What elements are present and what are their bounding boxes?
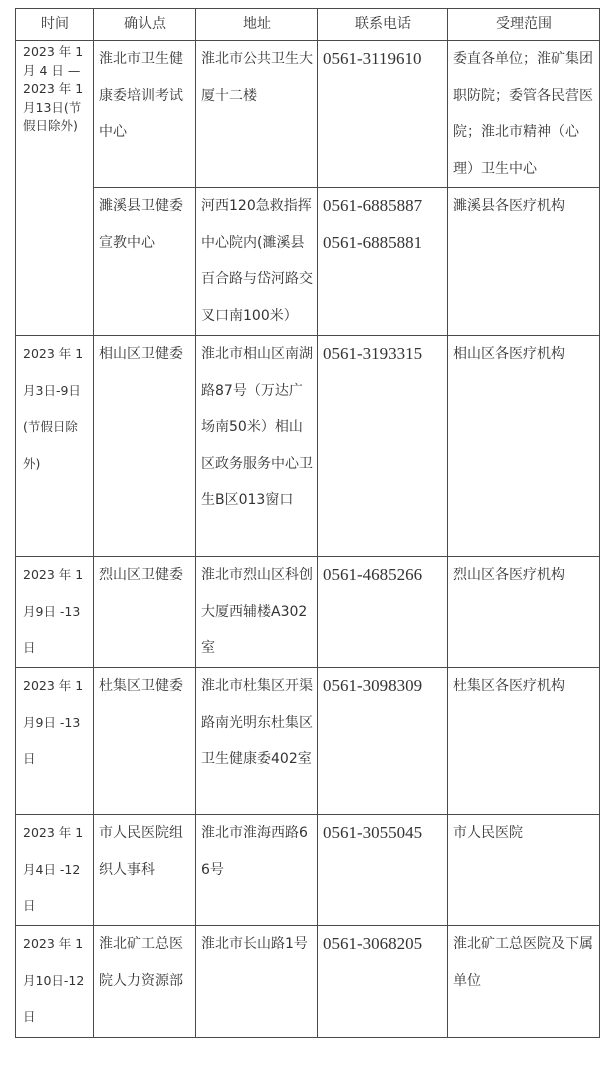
site-cell: 濉溪县卫健委宣教中心 [94, 188, 196, 336]
scope-cell: 市人民医院 [448, 815, 600, 926]
time-line: 假日除外) [23, 118, 78, 133]
time-cell [16, 926, 94, 1038]
address-cell: 淮北市长山路1号 [196, 926, 318, 1038]
table-row [16, 815, 600, 926]
phone-number: 0561-4685266 [323, 565, 423, 584]
time-line: 2023 年 1 [23, 825, 84, 840]
time-line: 外) [23, 455, 41, 471]
time-line: 月9日 -13 [23, 714, 81, 730]
time-line: 月4日 -12 [23, 861, 81, 877]
time-line: 2023 年 1 月13日(节 [23, 81, 84, 115]
table-row [16, 926, 600, 1038]
address-cell: 淮北市淮海西路66号 [196, 815, 318, 926]
address-cell: 淮北市相山区南湖路87号（万达广场南50米）相山区政务服务中心卫生B区013窗口 [196, 336, 318, 557]
table-header-row [16, 9, 600, 41]
phone-number: 0561-3055045 [323, 823, 423, 842]
phone-number: 0561-3119610 [323, 49, 422, 68]
time-cell [16, 336, 94, 557]
header-site: 确认点 [94, 9, 196, 41]
address-cell: 淮北市烈山区科创大厦西辅楼A302室 [196, 557, 318, 668]
phone-cell [318, 926, 448, 1038]
phone-cell [318, 336, 448, 557]
scope-cell: 烈山区各医疗机构 [448, 557, 600, 668]
time-line: 日 [23, 898, 36, 913]
phone-cell [318, 557, 448, 668]
phone-number: 0561-3098309 [323, 676, 423, 695]
site-cell: 淮北市卫生健康委培训考试中心 [94, 41, 196, 188]
table-row [16, 668, 600, 815]
time-line: (节假日除 [23, 419, 78, 434]
header-scope: 受理范围 [448, 9, 600, 41]
phone-cell [318, 815, 448, 926]
scope-cell: 相山区各医疗机构 [448, 336, 600, 557]
phone-cell [318, 188, 448, 336]
time-line: 日 [23, 640, 36, 655]
address-cell: 淮北市杜集区开渠路南光明东杜集区卫生健康委402室 [196, 668, 318, 815]
address-cell: 河西120急救指挥中心院内(濉溪县百合路与岱河路交叉口南100米） [196, 188, 318, 336]
address-cell: 淮北市公共卫生大厦十二楼 [196, 41, 318, 188]
time-line: 2023 年 1 [23, 936, 84, 951]
time-line: 2023 年 1 [23, 678, 84, 693]
scope-cell: 濉溪县各医疗机构 [448, 188, 600, 336]
phone-cell [318, 668, 448, 815]
scope-cell: 淮北矿工总医院及下属单位 [448, 926, 600, 1038]
site-cell: 淮北矿工总医院人力资源部 [94, 926, 196, 1038]
time-line: 月3日-9日 [23, 382, 81, 398]
scope-cell: 委直各单位；淮矿集团职防院；委管各民营医院；淮北市精神（心理）卫生中心 [448, 41, 600, 188]
header-address: 地址 [196, 9, 318, 41]
time-line: 2023 年 1 [23, 567, 84, 582]
site-cell: 相山区卫健委 [94, 336, 196, 557]
scope-cell: 杜集区各医疗机构 [448, 668, 600, 815]
phone-cell [318, 41, 448, 188]
time-line: 2023 年 1 [23, 346, 84, 361]
table-row [16, 557, 600, 668]
site-cell: 市人民医院组织人事科 [94, 815, 196, 926]
phone-number: 0561-6885881 [323, 232, 423, 252]
time-cell [16, 41, 94, 336]
time-cell [16, 557, 94, 668]
phone-number: 0561-3193315 [323, 344, 423, 363]
phone-number: 0561-6885887 [323, 196, 423, 215]
header-time: 时间 [16, 9, 94, 41]
time-line: 月9日 -13 [23, 603, 81, 619]
table-row [16, 336, 600, 557]
time-line: 日 [23, 1009, 36, 1024]
time-line: 月10日-12 [23, 972, 85, 988]
time-cell [16, 668, 94, 815]
site-cell: 杜集区卫健委 [94, 668, 196, 815]
time-cell [16, 815, 94, 926]
site-cell: 烈山区卫健委 [94, 557, 196, 668]
time-line: 日 [23, 751, 36, 766]
table-row [16, 41, 600, 188]
table-row [16, 188, 600, 336]
header-phone: 联系电话 [318, 9, 448, 41]
confirmation-schedule-table [15, 8, 600, 1038]
time-line: 2023 年 1 月 4 日 — [23, 44, 84, 78]
phone-number: 0561-3068205 [323, 934, 423, 953]
